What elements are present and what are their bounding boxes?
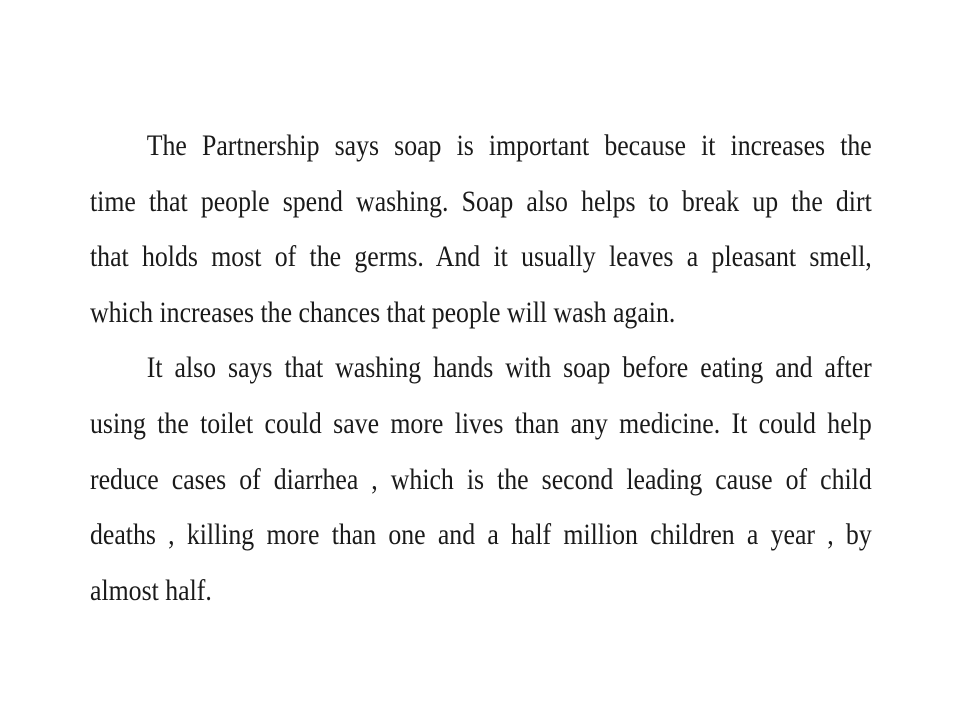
article-text [90,118,872,618]
paragraph-line: that holds most of the germs. And it usually leaves a pleasant smell, [90,240,872,274]
paragraph-1 [90,118,872,340]
paragraph-line: reduce cases of diarrhea , which is the second leading cause of child [90,462,872,496]
paragraph-line: deaths , killing more than one and a half million children a year , by [90,518,872,552]
paragraph-line: time that people spend washing. Soap also helps to break up the dirt [90,184,872,218]
paragraph-2 [90,340,872,618]
paragraph-line: It also says that washing hands with soap before eating and after [146,351,872,385]
paragraph-line: using the toilet could save more lives than any medicine. It could help [90,406,872,440]
paragraph-line: The Partnership says soap is important because it increases the [146,129,872,162]
paragraph-line: almost half. [90,573,212,607]
paragraph-line: which increases the chances that people will wash again. [90,295,676,329]
